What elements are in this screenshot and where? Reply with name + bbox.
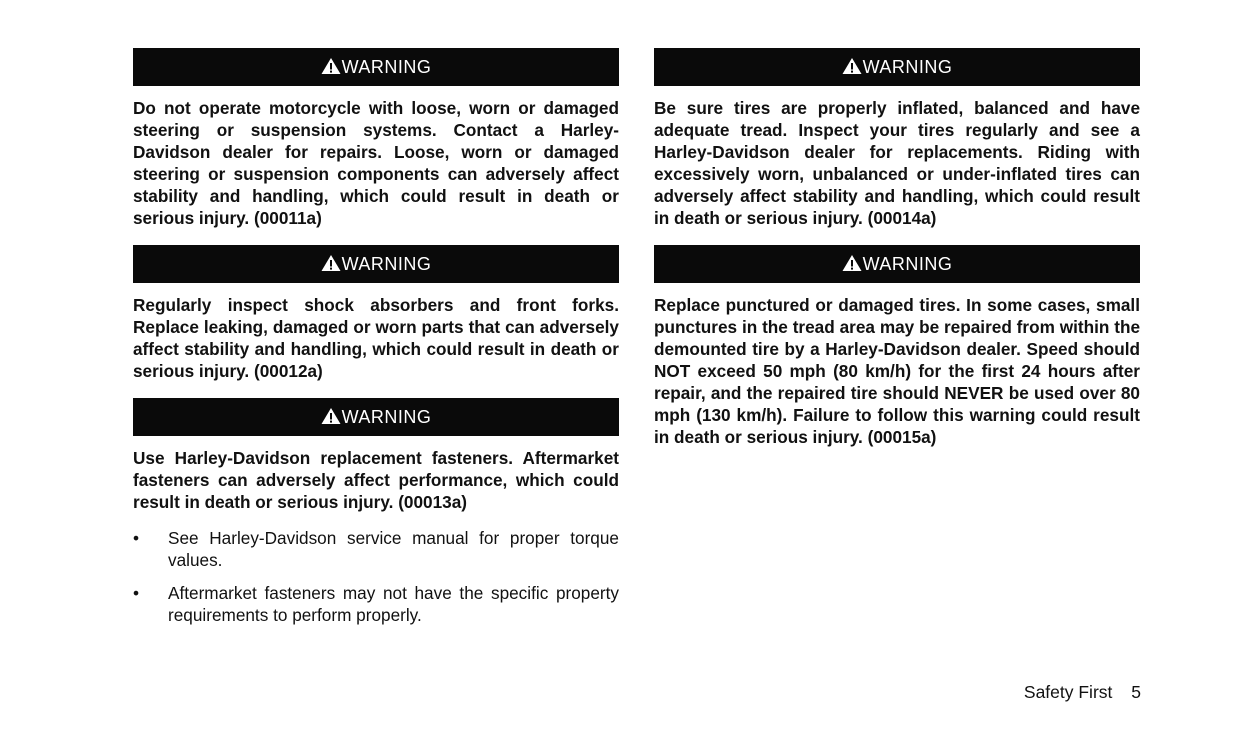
warning-block-tire-inflation [654, 48, 1140, 229]
page-footer [1024, 682, 1141, 703]
footer-section-title: Safety First [1023, 682, 1113, 702]
list-item [133, 527, 619, 571]
warning-label: WARNING [862, 56, 953, 77]
warning-triangle-icon [321, 57, 341, 75]
warning-triangle-icon [321, 254, 341, 272]
warning-label: WARNING [862, 253, 953, 274]
bullet-list [133, 527, 619, 626]
warning-header [133, 398, 619, 436]
warning-label: WARNING [341, 406, 432, 427]
right-column [654, 48, 1140, 464]
warning-text: Use Harley-Davidson replacement fasteners. Aftermarket fasteners can adversely affect performance, which could result in death or serious injury. (00013a) [133, 448, 619, 512]
warning-label: WARNING [341, 253, 432, 274]
bullet-icon: • [133, 583, 140, 603]
warning-text: Be sure tires are properly inflated, balanced and have adequate tread. Inspect your tires regularly and see a Harley-Davidson dealer for replacements. Riding with excessively worn, unbalanced or under-inflated tires can adversely affect stability and handling, which could result in death or serious injury. (00014a) [654, 98, 1140, 228]
left-column [133, 48, 619, 642]
warning-header [133, 48, 619, 86]
warning-label: WARNING [341, 56, 432, 77]
bullet-text: Aftermarket fasteners may not have the specific property requirements to perform properly. [168, 583, 619, 625]
warning-triangle-icon [842, 254, 862, 272]
warning-text: Regularly inspect shock absorbers and front forks. Replace leaking, damaged or worn parts that can adversely affect stability and handling, which could result in death or serious injury. (00012a) [133, 295, 619, 381]
warning-block-punctured-tires [654, 245, 1140, 448]
warning-text: Do not operate motorcycle with loose, worn or damaged steering or suspension systems. Contact a Harley-Davidson dealer for repairs. Loose, worn or damaged steering or suspension components can adversely affect stability and handling, which could result in death or serious injury. (00011a) [133, 98, 619, 228]
warning-triangle-icon [842, 57, 862, 75]
warning-triangle-icon [321, 407, 341, 425]
warning-text: Replace punctured or damaged tires. In some cases, small punctures in the tread area may be repaired from within the demounted tire by a Harley-Davidson dealer. Speed should NOT exceed 50 mph (80 km/h) for the first 24 hours after repair, and the repaired tire should NEVER be used over 80 mph (130 km/h). Failure to follow this warning could result in death or serious injury. (00015a) [654, 295, 1140, 447]
warning-block-shocks [133, 245, 619, 382]
warning-block-fasteners [133, 398, 619, 626]
warning-block-steering [133, 48, 619, 229]
bullet-text: See Harley-Davidson service manual for proper torque values. [168, 528, 619, 570]
warning-header [654, 48, 1140, 86]
warning-header [133, 245, 619, 283]
list-item [133, 582, 619, 626]
warning-header [654, 245, 1140, 283]
bullet-icon: • [133, 528, 140, 548]
page-number: 5 [1131, 682, 1141, 702]
